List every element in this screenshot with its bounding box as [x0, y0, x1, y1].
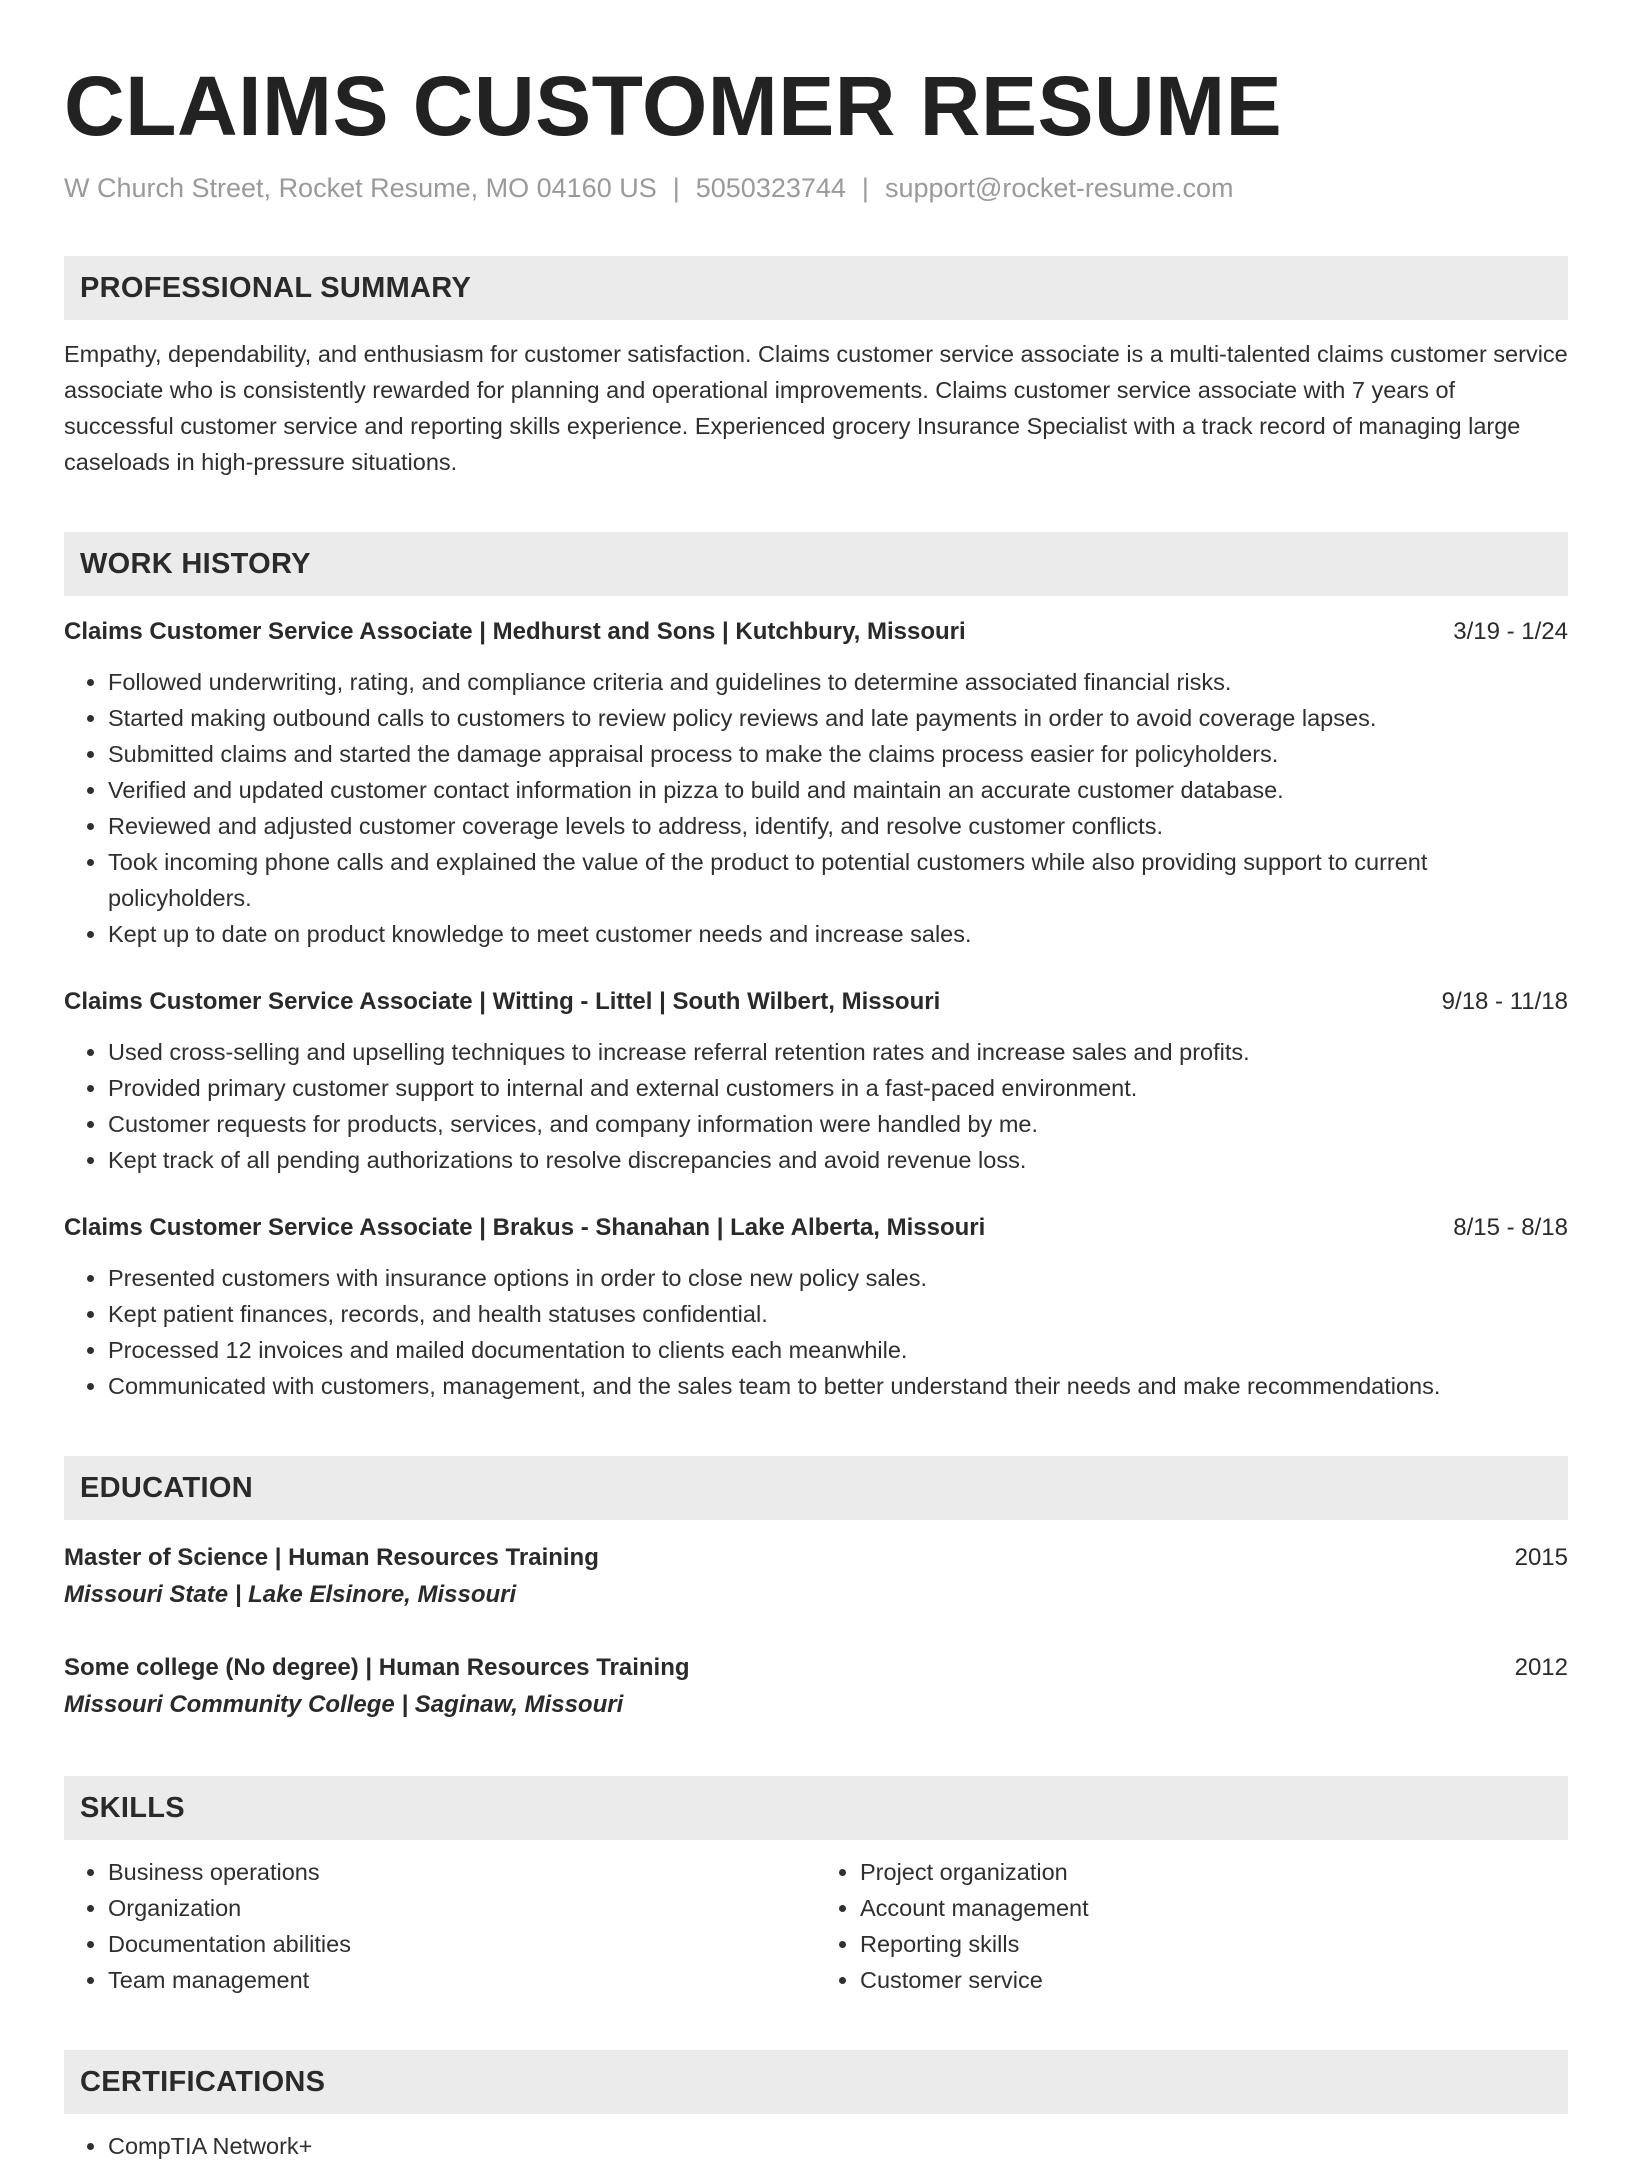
skills-list-left	[64, 1854, 816, 1998]
job-dates: 9/18 - 11/18	[1441, 988, 1568, 1015]
education-entry	[64, 1540, 1568, 1614]
job-bullet: • Started making outbound calls to customers to review policy reviews and late payments in order to avoid coverage lapses.	[108, 700, 1568, 736]
education-heading-row	[64, 1650, 1568, 1686]
education-section-title: EDUCATION	[80, 1471, 253, 1504]
contact-email: support@rocket-resume.com	[884, 173, 1234, 203]
contact-separator: |	[672, 173, 680, 203]
work-section-title: WORK HISTORY	[80, 547, 311, 580]
job-heading: Claims Customer Service Associate | Medhurst and Sons | Kutchbury, Missouri	[64, 618, 966, 645]
job-bullet: • Submitted claims and started the damage appraisal process to make the claims process easier for policyholders.	[108, 736, 1568, 772]
summary-section-header	[64, 256, 1568, 320]
skill-item: • Business operations	[108, 1854, 816, 1890]
job-bullet: • Kept up to date on product knowledge to meet customer needs and increase sales.	[108, 916, 1568, 952]
job-bullet-list	[64, 1034, 1568, 1178]
job-heading: Claims Customer Service Associate | Brakus - Shanahan | Lake Alberta, Missouri	[64, 1214, 986, 1241]
skill-item: • Reporting skills	[860, 1926, 1568, 1962]
job-dates: 3/19 - 1/24	[1453, 618, 1568, 645]
job-bullet-list	[64, 1260, 1568, 1404]
contact-address: W Church Street, Rocket Resume, MO 04160 US	[64, 173, 657, 203]
education-degree: Master of Science | Human Resources Training	[64, 1544, 599, 1571]
job-bullet: • Customer requests for products, services, and company information were handled by me.	[108, 1106, 1568, 1142]
skills-grid	[64, 1854, 1568, 1998]
job-bullet: • Verified and updated customer contact information in pizza to build and maintain an accurate customer database.	[108, 772, 1568, 808]
skill-item: • Team management	[108, 1962, 816, 1998]
education-year: 2012	[1514, 1654, 1568, 1681]
certification-item: • CompTIA Network+	[108, 2128, 1568, 2164]
job-heading-row	[64, 614, 1568, 650]
education-school: Missouri Community College | Saginaw, Missouri	[64, 1691, 624, 1718]
skill-item: • Project organization	[860, 1854, 1568, 1890]
skills-section-header	[64, 1776, 1568, 1840]
education-degree: Some college (No degree) | Human Resources Training	[64, 1654, 690, 1681]
job-dates: 8/15 - 8/18	[1453, 1214, 1568, 1241]
job-entry	[64, 984, 1568, 1178]
education-year: 2015	[1514, 1544, 1568, 1571]
job-heading-row	[64, 984, 1568, 1020]
job-bullet: • Provided primary customer support to internal and external customers in a fast-paced environment.	[108, 1070, 1568, 1106]
skill-item: • Documentation abilities	[108, 1926, 816, 1962]
education-section-header	[64, 1456, 1568, 1520]
certifications-section-header	[64, 2050, 1568, 2114]
education-heading-row	[64, 1540, 1568, 1576]
contact-line	[64, 170, 1568, 206]
contact-phone: 5050323744	[695, 173, 846, 203]
resume-title: CLAIMS CUSTOMER RESUME	[64, 59, 1283, 153]
summary-section-title: PROFESSIONAL SUMMARY	[80, 271, 472, 304]
job-bullet: • Followed underwriting, rating, and compliance criteria and guidelines to determine associated financial risks.	[108, 664, 1568, 700]
job-bullet: • Reviewed and adjusted customer coverage levels to address, identify, and resolve customer conflicts.	[108, 808, 1568, 844]
job-heading: Claims Customer Service Associate | Witting - Littel | South Wilbert, Missouri	[64, 988, 941, 1015]
skill-item: • Account management	[860, 1890, 1568, 1926]
job-bullet: • Used cross-selling and upselling techniques to increase referral retention rates and increase sales and profits.	[108, 1034, 1568, 1070]
certifications-section-title: CERTIFICATIONS	[80, 2065, 326, 2098]
summary-text: Empathy, dependability, and enthusiasm for customer satisfaction. Claims customer service associate is a multi-talented claims customer service associate who is consistently rewarded for planning and operational improvements. Claims customer service associate with 7 years of successful customer service and reporting skills experience. Experienced grocery Insurance Specialist with a track record of managing large caseloads in high-pressure situations.	[64, 341, 1568, 475]
job-bullet: • Kept track of all pending authorizations to resolve discrepancies and avoid revenue loss.	[108, 1142, 1568, 1178]
education-school: Missouri State | Lake Elsinore, Missouri	[64, 1581, 517, 1608]
job-bullet: • Kept patient finances, records, and health statuses confidential.	[108, 1296, 1568, 1332]
skill-item: • Organization	[108, 1890, 816, 1926]
job-bullet: • Processed 12 invoices and mailed documentation to clients each meanwhile.	[108, 1332, 1568, 1368]
skill-item: • Customer service	[860, 1962, 1568, 1998]
skills-section-title: SKILLS	[80, 1791, 185, 1824]
work-section-header	[64, 532, 1568, 596]
job-heading-row	[64, 1210, 1568, 1246]
job-bullet: • Communicated with customers, management, and the sales team to better understand their needs and make recommendations.	[108, 1368, 1568, 1404]
certifications-list	[64, 2128, 1568, 2164]
job-entry	[64, 1210, 1568, 1404]
resume-page	[64, 56, 1568, 2164]
contact-separator: |	[861, 173, 869, 203]
job-entry	[64, 614, 1568, 952]
education-entry	[64, 1650, 1568, 1724]
job-bullet: • Took incoming phone calls and explained the value of the product to potential customers while also providing support to current policyholders.	[108, 844, 1568, 916]
skills-list-right	[816, 1854, 1568, 1998]
job-bullet: • Presented customers with insurance options in order to close new policy sales.	[108, 1260, 1568, 1296]
job-bullet-list	[64, 664, 1568, 952]
